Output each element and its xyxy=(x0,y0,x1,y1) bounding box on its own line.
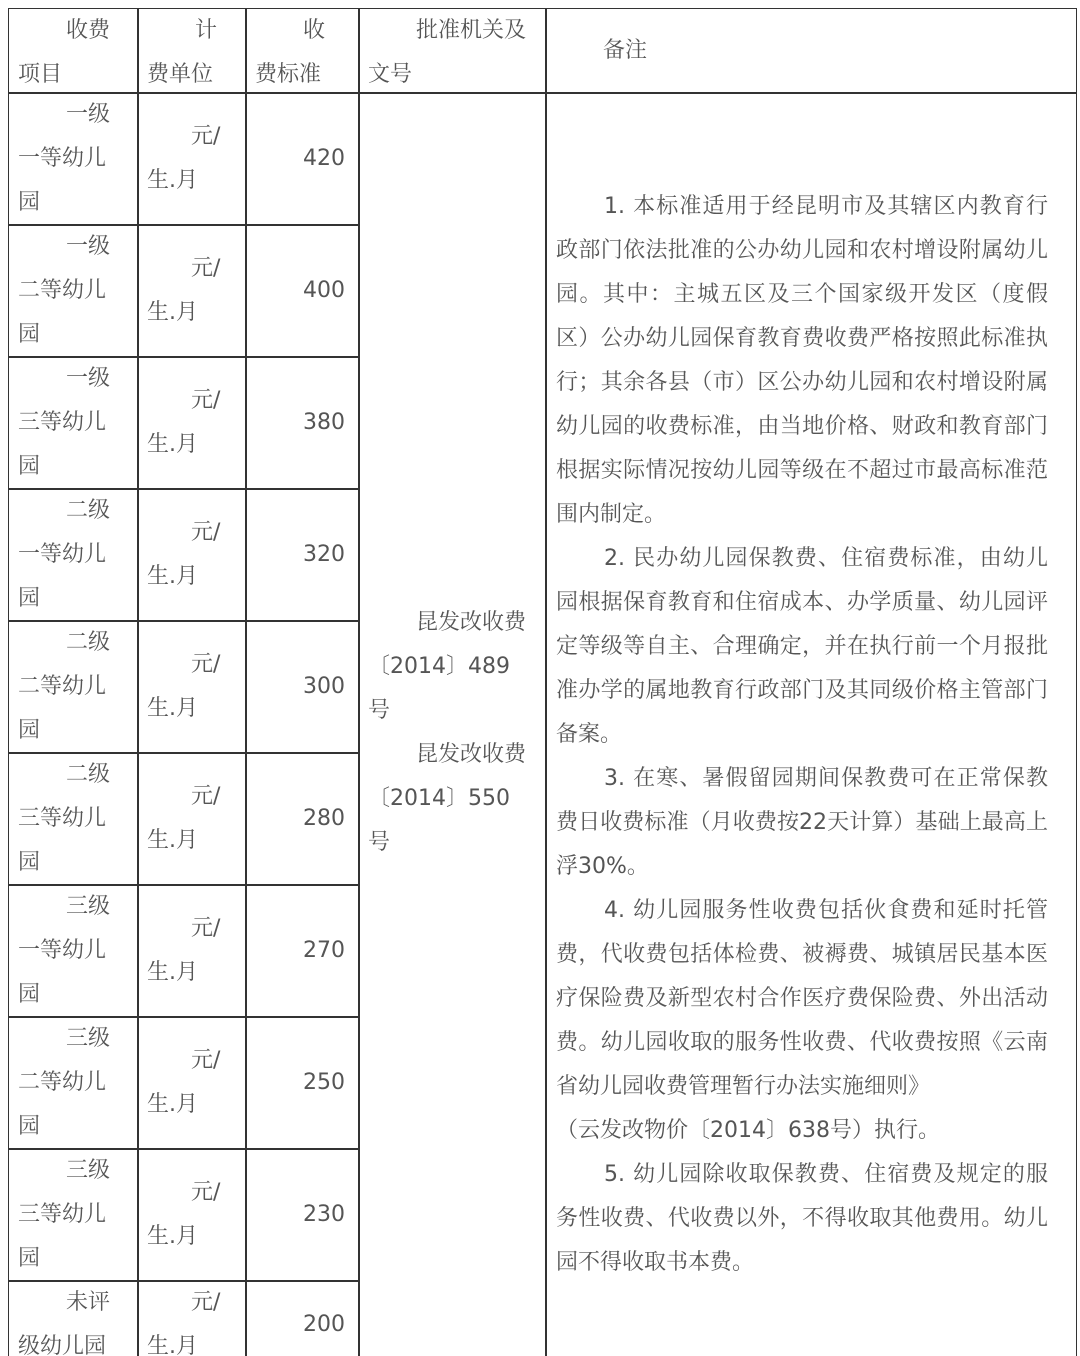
header-fee-item-line1: 收费 xyxy=(66,18,111,43)
table-row-item xyxy=(8,1148,139,1282)
fee-standard-value: 300 xyxy=(303,674,345,699)
item-line2: 二等幼儿 xyxy=(18,674,107,699)
header-approval xyxy=(358,8,547,94)
item-line2: 一等幼儿 xyxy=(18,938,107,963)
table-row-unit xyxy=(137,752,247,886)
unit-line1: 元/ xyxy=(191,388,221,413)
table-row-unit xyxy=(137,884,247,1018)
unit-line1: 元/ xyxy=(191,1048,221,1073)
item-line3: 园 xyxy=(18,718,41,743)
remark-4: 4. 幼儿园服务性收费包括伙食费和延时托管费，代收费包括体检费、被褥费、城镇居民基本医疗保险费及新型农村合作医疗费保险费、外出活动费。幼儿园收取的服务性收费、代收费按照《云南省幼儿园收费管理暂行办法实施细则》 xyxy=(556,898,1048,1099)
unit-line1: 元/ xyxy=(191,652,221,677)
item-line2: 三等幼儿 xyxy=(18,806,107,831)
table-row-standard xyxy=(245,92,360,226)
table-row-item xyxy=(8,620,139,754)
table-row-standard xyxy=(245,620,360,754)
item-line3: 园 xyxy=(18,1114,41,1139)
header-standard-line1: 收 xyxy=(303,18,326,43)
unit-line1: 元/ xyxy=(191,124,221,149)
unit-line2: 生.月 xyxy=(147,168,198,193)
header-remarks xyxy=(545,8,1077,94)
item-line3: 园 xyxy=(18,586,41,611)
header-fee-item xyxy=(8,8,139,94)
table-row-unit xyxy=(137,620,247,754)
item-line1: 三级 xyxy=(66,1026,111,1051)
table-row-item xyxy=(8,224,139,358)
unit-line1: 元/ xyxy=(191,1290,221,1315)
item-line1: 一级 xyxy=(66,102,111,127)
table-row-item xyxy=(8,1016,139,1150)
item-line1: 未评 xyxy=(66,1290,111,1315)
approval-doc2-line3: 号 xyxy=(368,830,391,855)
table-row-standard xyxy=(245,1280,360,1356)
table-row-item xyxy=(8,356,139,490)
approval-doc1-line2: 〔2014〕489 xyxy=(368,654,510,679)
item-line2: 二等幼儿 xyxy=(18,1070,107,1095)
fee-standard-value: 270 xyxy=(303,938,345,963)
table-row-unit xyxy=(137,1016,247,1150)
header-standard-line2: 费标准 xyxy=(255,62,322,87)
fee-standard-value: 320 xyxy=(303,542,345,567)
table-row-unit xyxy=(137,224,247,358)
table-row-item xyxy=(8,92,139,226)
item-line1: 二级 xyxy=(66,762,111,787)
table-row-standard xyxy=(245,224,360,358)
fee-standard-value: 280 xyxy=(303,806,345,831)
item-line1: 三级 xyxy=(66,894,111,919)
item-line2: 级幼儿园 xyxy=(18,1334,107,1356)
item-line3: 园 xyxy=(18,454,41,479)
item-line2: 二等幼儿 xyxy=(18,278,107,303)
unit-line2: 生.月 xyxy=(147,432,198,457)
header-fee-item-line2: 项目 xyxy=(18,62,63,87)
fee-standard-value: 200 xyxy=(303,1312,345,1337)
unit-line2: 生.月 xyxy=(147,1334,198,1356)
item-line1: 三级 xyxy=(66,1158,111,1183)
header-approval-line1: 批准机关及 xyxy=(416,18,527,43)
item-line3: 园 xyxy=(18,1246,41,1271)
table-row-item xyxy=(8,884,139,1018)
table-row-standard xyxy=(245,752,360,886)
item-line2: 三等幼儿 xyxy=(18,410,107,435)
remark-1: 1. 本标准适用于经昆明市及其辖区内教育行政部门依法批准的公办幼儿园和农村增设附属幼儿园。其中：主城五区及三个国家级开发区（度假区）公办幼儿园保育教育费收费严格按照此标准执行；其余各县（市）区公办幼儿园和农村增设附属幼儿园的收费标准，由当地价格、财政和教育部门根据实际情况按幼儿园等级在不超过市最高标准范围内制定。 xyxy=(556,194,1048,527)
item-line2: 一等幼儿 xyxy=(18,542,107,567)
header-unit xyxy=(137,8,247,94)
table-row-standard xyxy=(245,1148,360,1282)
item-line3: 园 xyxy=(18,850,41,875)
unit-line2: 生.月 xyxy=(147,564,198,589)
unit-line2: 生.月 xyxy=(147,696,198,721)
table-row-item xyxy=(8,488,139,622)
unit-line1: 元/ xyxy=(191,916,221,941)
fee-standard-value: 250 xyxy=(303,1070,345,1095)
item-line3: 园 xyxy=(18,982,41,1007)
remark-5: 5. 幼儿园除收取保教费、住宿费及规定的服务性收费、代收费以外，不得收取其他费用。幼儿园不得收取书本费。 xyxy=(556,1162,1048,1275)
unit-line2: 生.月 xyxy=(147,300,198,325)
table-row-standard xyxy=(245,884,360,1018)
table-row-item xyxy=(8,752,139,886)
table-row-unit xyxy=(137,356,247,490)
approval-doc2-line1: 昆发改收费 xyxy=(416,742,527,767)
header-unit-line2: 费单位 xyxy=(147,62,214,87)
header-remarks-label: 备注 xyxy=(603,38,648,63)
remarks-cell xyxy=(545,92,1077,1356)
header-standard xyxy=(245,8,360,94)
unit-line1: 元/ xyxy=(191,784,221,809)
remark-3: 3. 在寒、暑假留园期间保教费可在正常保教费日收费标准（月收费按22天计算）基础上最高上浮30%。 xyxy=(556,766,1048,879)
fee-standard-value: 380 xyxy=(303,410,345,435)
table-row-standard xyxy=(245,488,360,622)
table-row-item xyxy=(8,1280,139,1356)
header-approval-line2: 文号 xyxy=(368,62,413,87)
table-row-unit xyxy=(137,1148,247,1282)
approval-cell xyxy=(358,92,547,1356)
unit-line2: 生.月 xyxy=(147,828,198,853)
fee-standard-value: 400 xyxy=(303,278,345,303)
table-row-unit xyxy=(137,92,247,226)
unit-line1: 元/ xyxy=(191,256,221,281)
approval-doc1-line3: 号 xyxy=(368,698,391,723)
unit-line2: 生.月 xyxy=(147,1092,198,1117)
item-line2: 一等幼儿 xyxy=(18,146,107,171)
remark-2: 2. 民办幼儿园保教费、住宿费标准，由幼儿园根据保育教育和住宿成本、办学质量、幼儿园评定等级等自主、合理确定，并在执行前一个月报批准办学的属地教育行政部门及其同级价格主管部门备案。 xyxy=(556,546,1048,747)
item-line3: 园 xyxy=(18,322,41,347)
item-line2: 三等幼儿 xyxy=(18,1202,107,1227)
fee-standard-value: 420 xyxy=(303,146,345,171)
table-row-standard xyxy=(245,356,360,490)
table-row-standard xyxy=(245,1016,360,1150)
fee-standard-value: 230 xyxy=(303,1202,345,1227)
approval-doc2-line2: 〔2014〕550 xyxy=(368,786,510,811)
header-unit-line1: 计 xyxy=(195,18,218,43)
unit-line2: 生.月 xyxy=(147,960,198,985)
remark-4-citation: （云发改物价〔2014〕638号）执行。 xyxy=(556,1118,940,1143)
item-line1: 二级 xyxy=(66,630,111,655)
item-line1: 一级 xyxy=(66,366,111,391)
unit-line1: 元/ xyxy=(191,1180,221,1205)
table-row-unit xyxy=(137,488,247,622)
item-line1: 一级 xyxy=(66,234,111,259)
approval-doc1-line1: 昆发改收费 xyxy=(416,610,527,635)
table-row-unit xyxy=(137,1280,247,1356)
unit-line1: 元/ xyxy=(191,520,221,545)
unit-line2: 生.月 xyxy=(147,1224,198,1249)
item-line3: 园 xyxy=(18,190,41,215)
item-line1: 二级 xyxy=(66,498,111,523)
